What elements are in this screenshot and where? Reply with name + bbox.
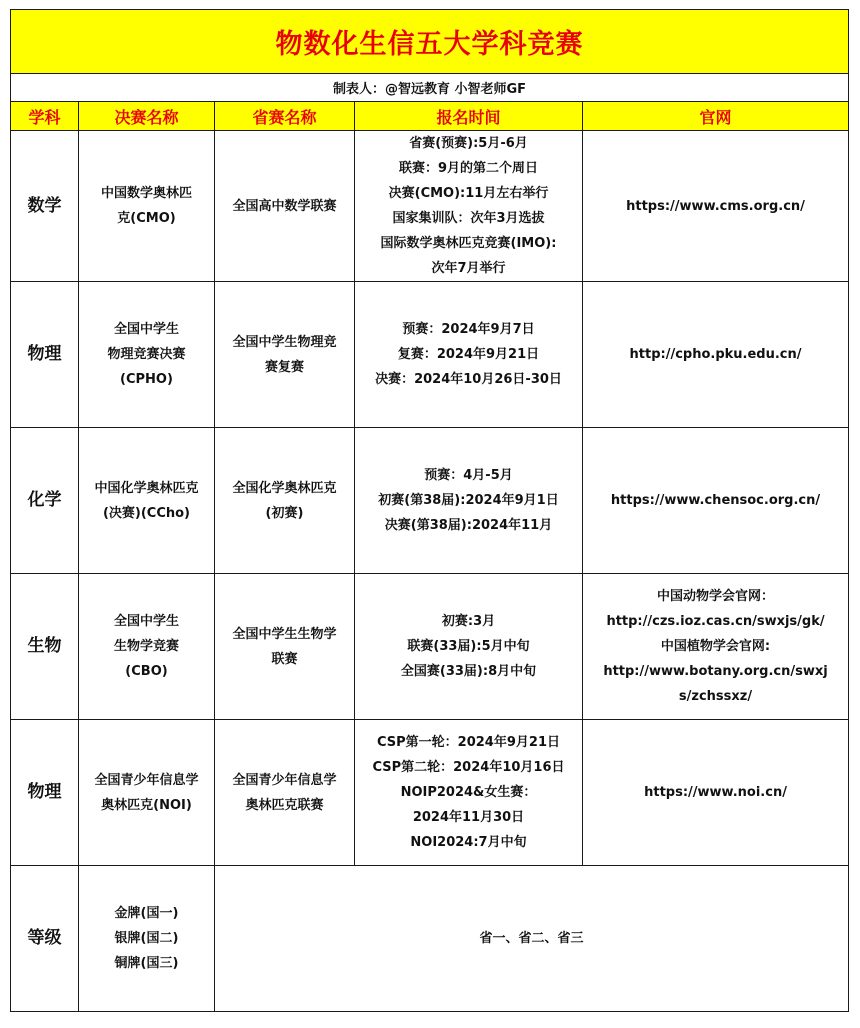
subject-cell: 化学 bbox=[11, 428, 79, 574]
final-name-line: 全国青少年信息学 bbox=[94, 772, 199, 788]
signup-time-line: 国家集训队：次年3月选拔 bbox=[392, 211, 545, 226]
signup-time-line: 预赛：4月-5月 bbox=[424, 468, 513, 483]
provincial-name-line: 全国化学奥林匹克 bbox=[232, 480, 337, 496]
official-site-cell bbox=[583, 574, 849, 720]
signup-time-line: 联赛：9月的第二个周日 bbox=[398, 161, 539, 176]
provincial-name-cell bbox=[215, 720, 355, 866]
official-site-cell bbox=[583, 720, 849, 866]
subject-cell: 物理 bbox=[11, 720, 79, 866]
maker-row bbox=[11, 74, 849, 102]
official-site-cell bbox=[583, 282, 849, 428]
grade-national bbox=[79, 866, 215, 1012]
provincial-name-line: 全国高中数学联赛 bbox=[232, 198, 337, 214]
official-site-line[interactable]: https://www.chensoc.org.cn/ bbox=[610, 493, 821, 508]
header-final: 决赛名称 bbox=[79, 102, 215, 131]
header-site: 官网 bbox=[583, 102, 849, 131]
final-name-line: 全国中学生 bbox=[113, 614, 179, 629]
signup-time-cell bbox=[355, 574, 583, 720]
subject-cell: 数学 bbox=[11, 131, 79, 282]
signup-time-line: 决赛(第38届):2024年11月 bbox=[384, 518, 553, 533]
grade-subject: 等级 bbox=[11, 866, 79, 1012]
signup-time-line: 决赛：2024年10月26日-30日 bbox=[375, 372, 562, 387]
signup-time-cell bbox=[355, 428, 583, 574]
final-name-line: 中国化学奥林匹克 bbox=[94, 480, 199, 496]
final-name-line: 物理竞赛决赛 bbox=[107, 347, 186, 362]
grade-provincial: 省一、省二、省三 bbox=[215, 866, 849, 1012]
title-row bbox=[11, 10, 849, 74]
final-name-cell bbox=[79, 131, 215, 282]
signup-time-line: 2024年11月30日 bbox=[412, 810, 525, 825]
signup-time-line: CSP第一轮：2024年9月21日 bbox=[377, 735, 560, 750]
table-row bbox=[11, 428, 849, 574]
final-name-line: (CPHO) bbox=[120, 372, 173, 387]
header-subject: 学科 bbox=[11, 102, 79, 131]
signup-time-line: 预赛：2024年9月7日 bbox=[402, 322, 535, 337]
signup-time-cell bbox=[355, 131, 583, 282]
official-site-line[interactable]: https://www.noi.cn/ bbox=[644, 785, 787, 800]
signup-time-line: 决赛(CMO):11月左右举行 bbox=[388, 186, 549, 201]
signup-time-line: 次年7月举行 bbox=[431, 261, 506, 276]
header-time: 报名时间 bbox=[355, 102, 583, 131]
final-name-line: 克(CMO) bbox=[117, 211, 176, 226]
table-row bbox=[11, 720, 849, 866]
header-provincial: 省赛名称 bbox=[215, 102, 355, 131]
provincial-name-cell bbox=[215, 131, 355, 282]
final-name-line: 中国数学奥林匹 bbox=[100, 186, 192, 201]
signup-time-line: NOIP2024&女生赛： bbox=[400, 785, 537, 800]
subject-cell: 物理 bbox=[11, 282, 79, 428]
signup-time-line: 初赛(第38届):2024年9月1日 bbox=[378, 493, 559, 508]
table-row bbox=[11, 574, 849, 720]
provincial-name-line: 联赛 bbox=[271, 651, 298, 667]
provincial-name-cell bbox=[215, 574, 355, 720]
final-name-cell bbox=[79, 720, 215, 866]
provincial-name-line: 全国中学生生物学 bbox=[232, 626, 337, 642]
competition-table bbox=[10, 9, 849, 1012]
final-name-line: 生物学竞赛 bbox=[113, 639, 179, 654]
final-name-cell bbox=[79, 574, 215, 720]
provincial-name-cell bbox=[215, 428, 355, 574]
provincial-name-line: 全国中学生物理竞 bbox=[232, 334, 337, 350]
signup-time-line: 国际数学奥林匹克竞赛(IMO): bbox=[380, 236, 557, 251]
provincial-name-line: 赛复赛 bbox=[264, 359, 304, 375]
official-site-line: http://www.botany.org.cn/swxj bbox=[603, 664, 828, 679]
final-name-cell bbox=[79, 428, 215, 574]
table-body bbox=[11, 131, 849, 866]
official-site-line: 中国动物学会官网： bbox=[657, 589, 775, 604]
final-name-line: (决赛)(CCho) bbox=[102, 505, 191, 521]
official-site-line: 中国植物学会官网: bbox=[660, 639, 771, 654]
final-name-line: (CBO) bbox=[125, 664, 168, 679]
signup-time-line: 初赛:3月 bbox=[441, 614, 496, 629]
final-name-line: 奥林匹克(NOI) bbox=[101, 797, 192, 813]
signup-time-line: NOI2024:7月中旬 bbox=[410, 835, 527, 850]
provincial-name-cell bbox=[215, 282, 355, 428]
signup-time-line: CSP第二轮：2024年10月16日 bbox=[372, 760, 565, 775]
official-site-line: s/zchssxz/ bbox=[678, 689, 753, 704]
final-name-cell bbox=[79, 282, 215, 428]
grade-row bbox=[11, 866, 849, 1012]
subject-cell: 生物 bbox=[11, 574, 79, 720]
final-name-line: 全国中学生 bbox=[113, 322, 179, 337]
header-row bbox=[11, 102, 849, 131]
signup-time-line: 复赛：2024年9月21日 bbox=[397, 347, 540, 362]
official-site-line[interactable]: http://cpho.pku.edu.cn/ bbox=[629, 347, 802, 362]
table-maker: 制表人：@智远教育 小智老师GF bbox=[11, 74, 849, 102]
table-row bbox=[11, 282, 849, 428]
signup-time-cell bbox=[355, 720, 583, 866]
grade-national-line: 银牌(国二) bbox=[114, 931, 179, 946]
signup-time-cell bbox=[355, 282, 583, 428]
signup-time-line: 省赛(预赛):5月-6月 bbox=[409, 136, 528, 151]
official-site-line[interactable]: https://www.cms.org.cn/ bbox=[626, 198, 805, 214]
signup-time-line: 联赛(33届):5月中旬 bbox=[407, 639, 530, 654]
provincial-name-line: (初赛) bbox=[265, 505, 304, 521]
grade-national-line: 铜牌(国三) bbox=[114, 956, 179, 971]
signup-time-line: 全国赛(33届):8月中旬 bbox=[400, 664, 537, 679]
table-row bbox=[11, 131, 849, 282]
table-title: 物数化生信五大学科竞赛 bbox=[11, 10, 849, 74]
official-site-cell bbox=[583, 131, 849, 282]
official-site-line: http://czs.ioz.cas.cn/swxjs/gk/ bbox=[606, 614, 825, 629]
provincial-name-line: 全国青少年信息学 bbox=[232, 772, 337, 788]
official-site-cell bbox=[583, 428, 849, 574]
provincial-name-line: 奥林匹克联赛 bbox=[245, 797, 324, 813]
grade-national-line: 金牌(国一) bbox=[114, 906, 179, 921]
